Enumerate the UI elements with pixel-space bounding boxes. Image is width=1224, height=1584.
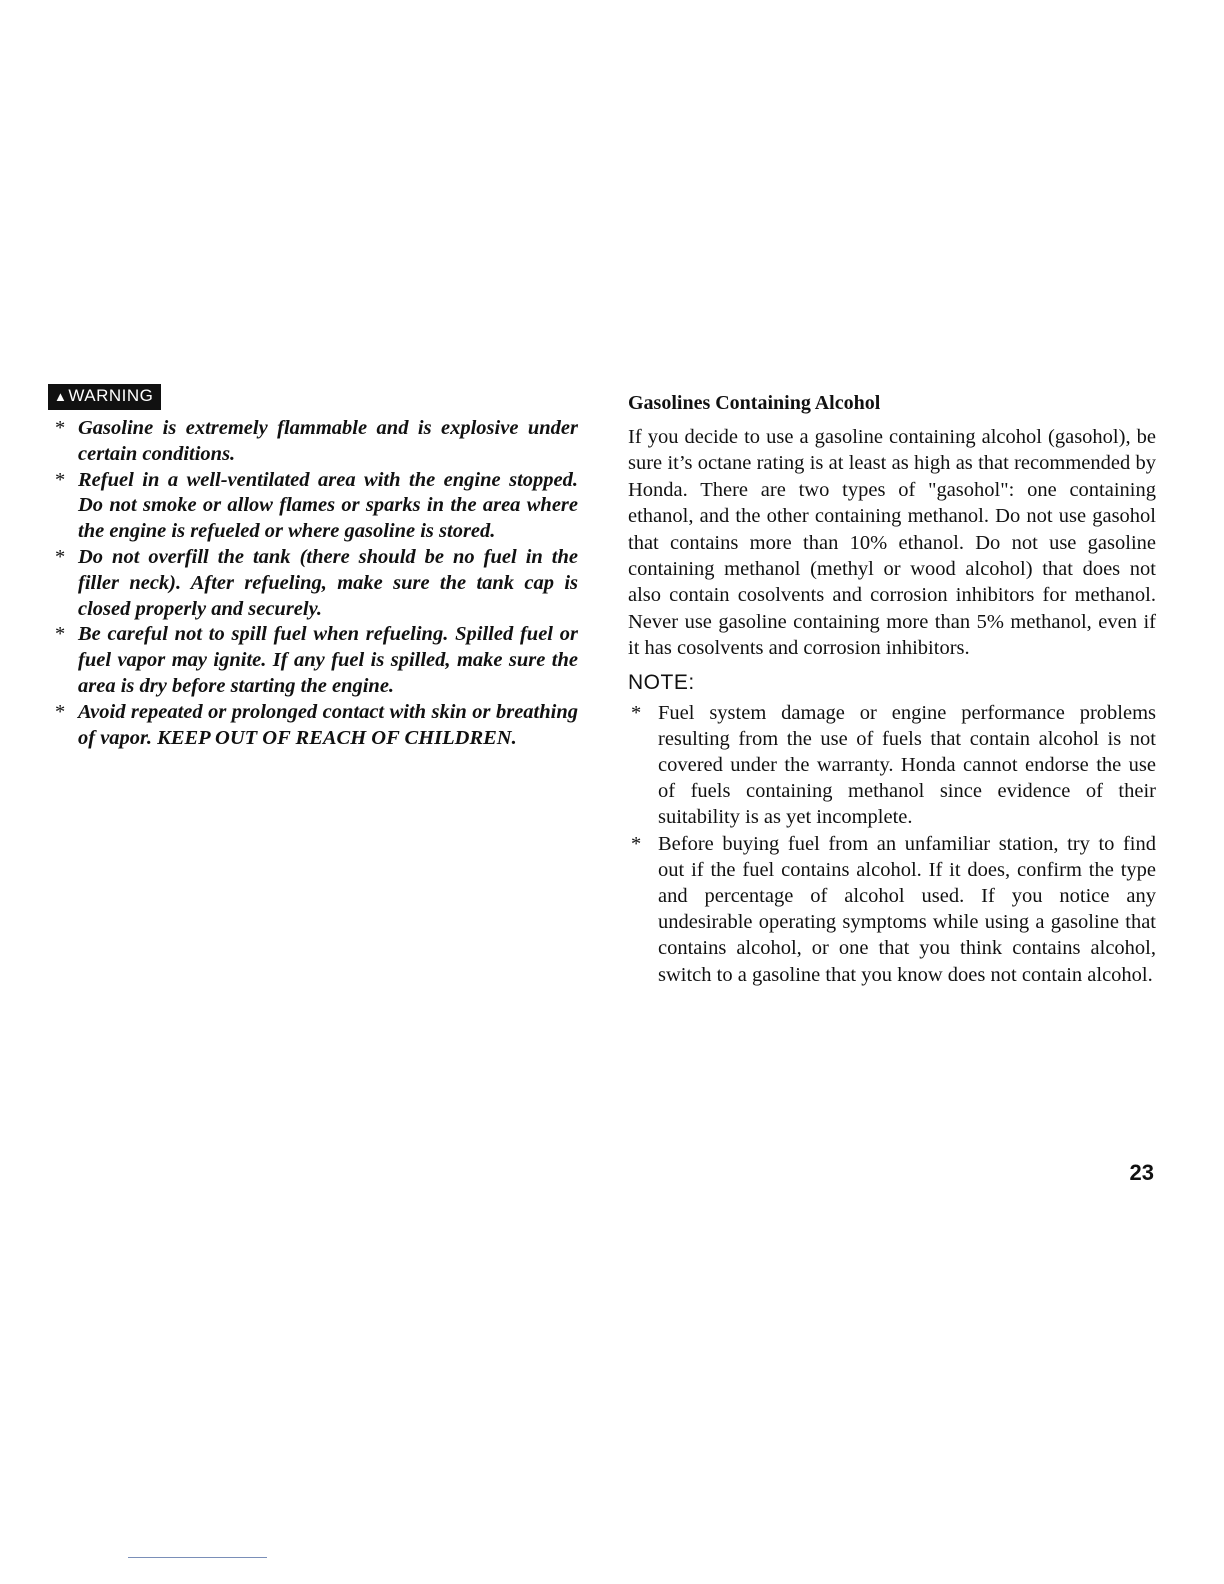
alcohol-column <box>628 390 1156 988</box>
warning-item <box>48 416 578 468</box>
warning-column <box>48 384 578 751</box>
alcohol-paragraph: If you decide to use a gasoline containing alcohol (gasohol), be sure it’s octane rating is at least as high as that recommended by Honda. There are two types of "gasohol": one containing ethanol, and the other containing methanol. Do not use gasohol that contains more than 10% ethanol. Do not use gasoline containing methanol (methyl or wood alcohol) that does not also contain cosolvents and corrosion inhibitors for methanol. Never use gasoline containing more than 5% methanol, even if it has cosolvents and corrosion inhibitors. <box>628 426 1156 660</box>
bullet-icon: * <box>631 701 642 724</box>
footer-rule <box>128 1557 267 1558</box>
note-list <box>628 700 1156 988</box>
note-item-text: Before buying fuel from an unfamiliar station, try to find out if the fuel contains alcohol. If it does, confirm the type and percentage of alcohol used. If you notice any undesirable operating symptoms while using a gasoline that contains alcohol, or one that you think contains alcohol, switch to a gasoline that you know does not contain alcohol. <box>658 832 1156 986</box>
note-item <box>628 700 1156 831</box>
bullet-icon: * <box>55 623 66 646</box>
warning-list <box>48 416 578 751</box>
page-number: 23 <box>1129 1160 1154 1185</box>
note-item-text: Fuel system damage or engine performance problems resulting from the use of fuels that contain alcohol is not covered under the warranty. Honda cannot endorse the use of fuels containing methanol since evidence of their suitability is as yet incomplete. <box>658 701 1156 829</box>
warning-item-text: Gasoline is extremely flammable and is explosive under certain conditions. <box>78 417 578 465</box>
bullet-icon: * <box>55 468 66 491</box>
bullet-icon: * <box>55 417 66 439</box>
warning-item <box>48 468 578 545</box>
warning-item-text: Do not overfill the tank (there should be no fuel in the filler neck). After refueling, make sure the tank cap is closed properly and securely. <box>78 545 578 620</box>
warning-item <box>48 700 578 752</box>
warning-item-text: Avoid repeated or prolonged contact with skin or breathing of vapor. KEEP OUT OF REACH OF CHILDREN. <box>78 700 578 749</box>
warning-item-text: Refuel in a well-ventilated area with the engine stopped. Do not smoke or allow flames or sparks in the area where the engine is refueled or where gasoline is stored. <box>78 468 578 543</box>
warning-badge <box>48 384 161 410</box>
bullet-icon: * <box>55 700 66 723</box>
section-title: Gasolines Containing Alcohol <box>628 392 881 414</box>
note-item <box>628 831 1156 988</box>
note-label: NOTE: <box>628 670 695 694</box>
warning-badge-label: WARNING <box>68 386 154 405</box>
warning-item <box>48 545 578 622</box>
warning-item <box>48 622 578 699</box>
warning-triangle-icon: ▲ <box>54 389 68 404</box>
bullet-icon: * <box>631 832 642 855</box>
warning-item-text: Be careful not to spill fuel when refueling. Spilled fuel or fuel vapor may ignite. If any fuel is spilled, make sure the area is dry before starting the engine. <box>78 623 578 697</box>
bullet-icon: * <box>55 545 66 568</box>
